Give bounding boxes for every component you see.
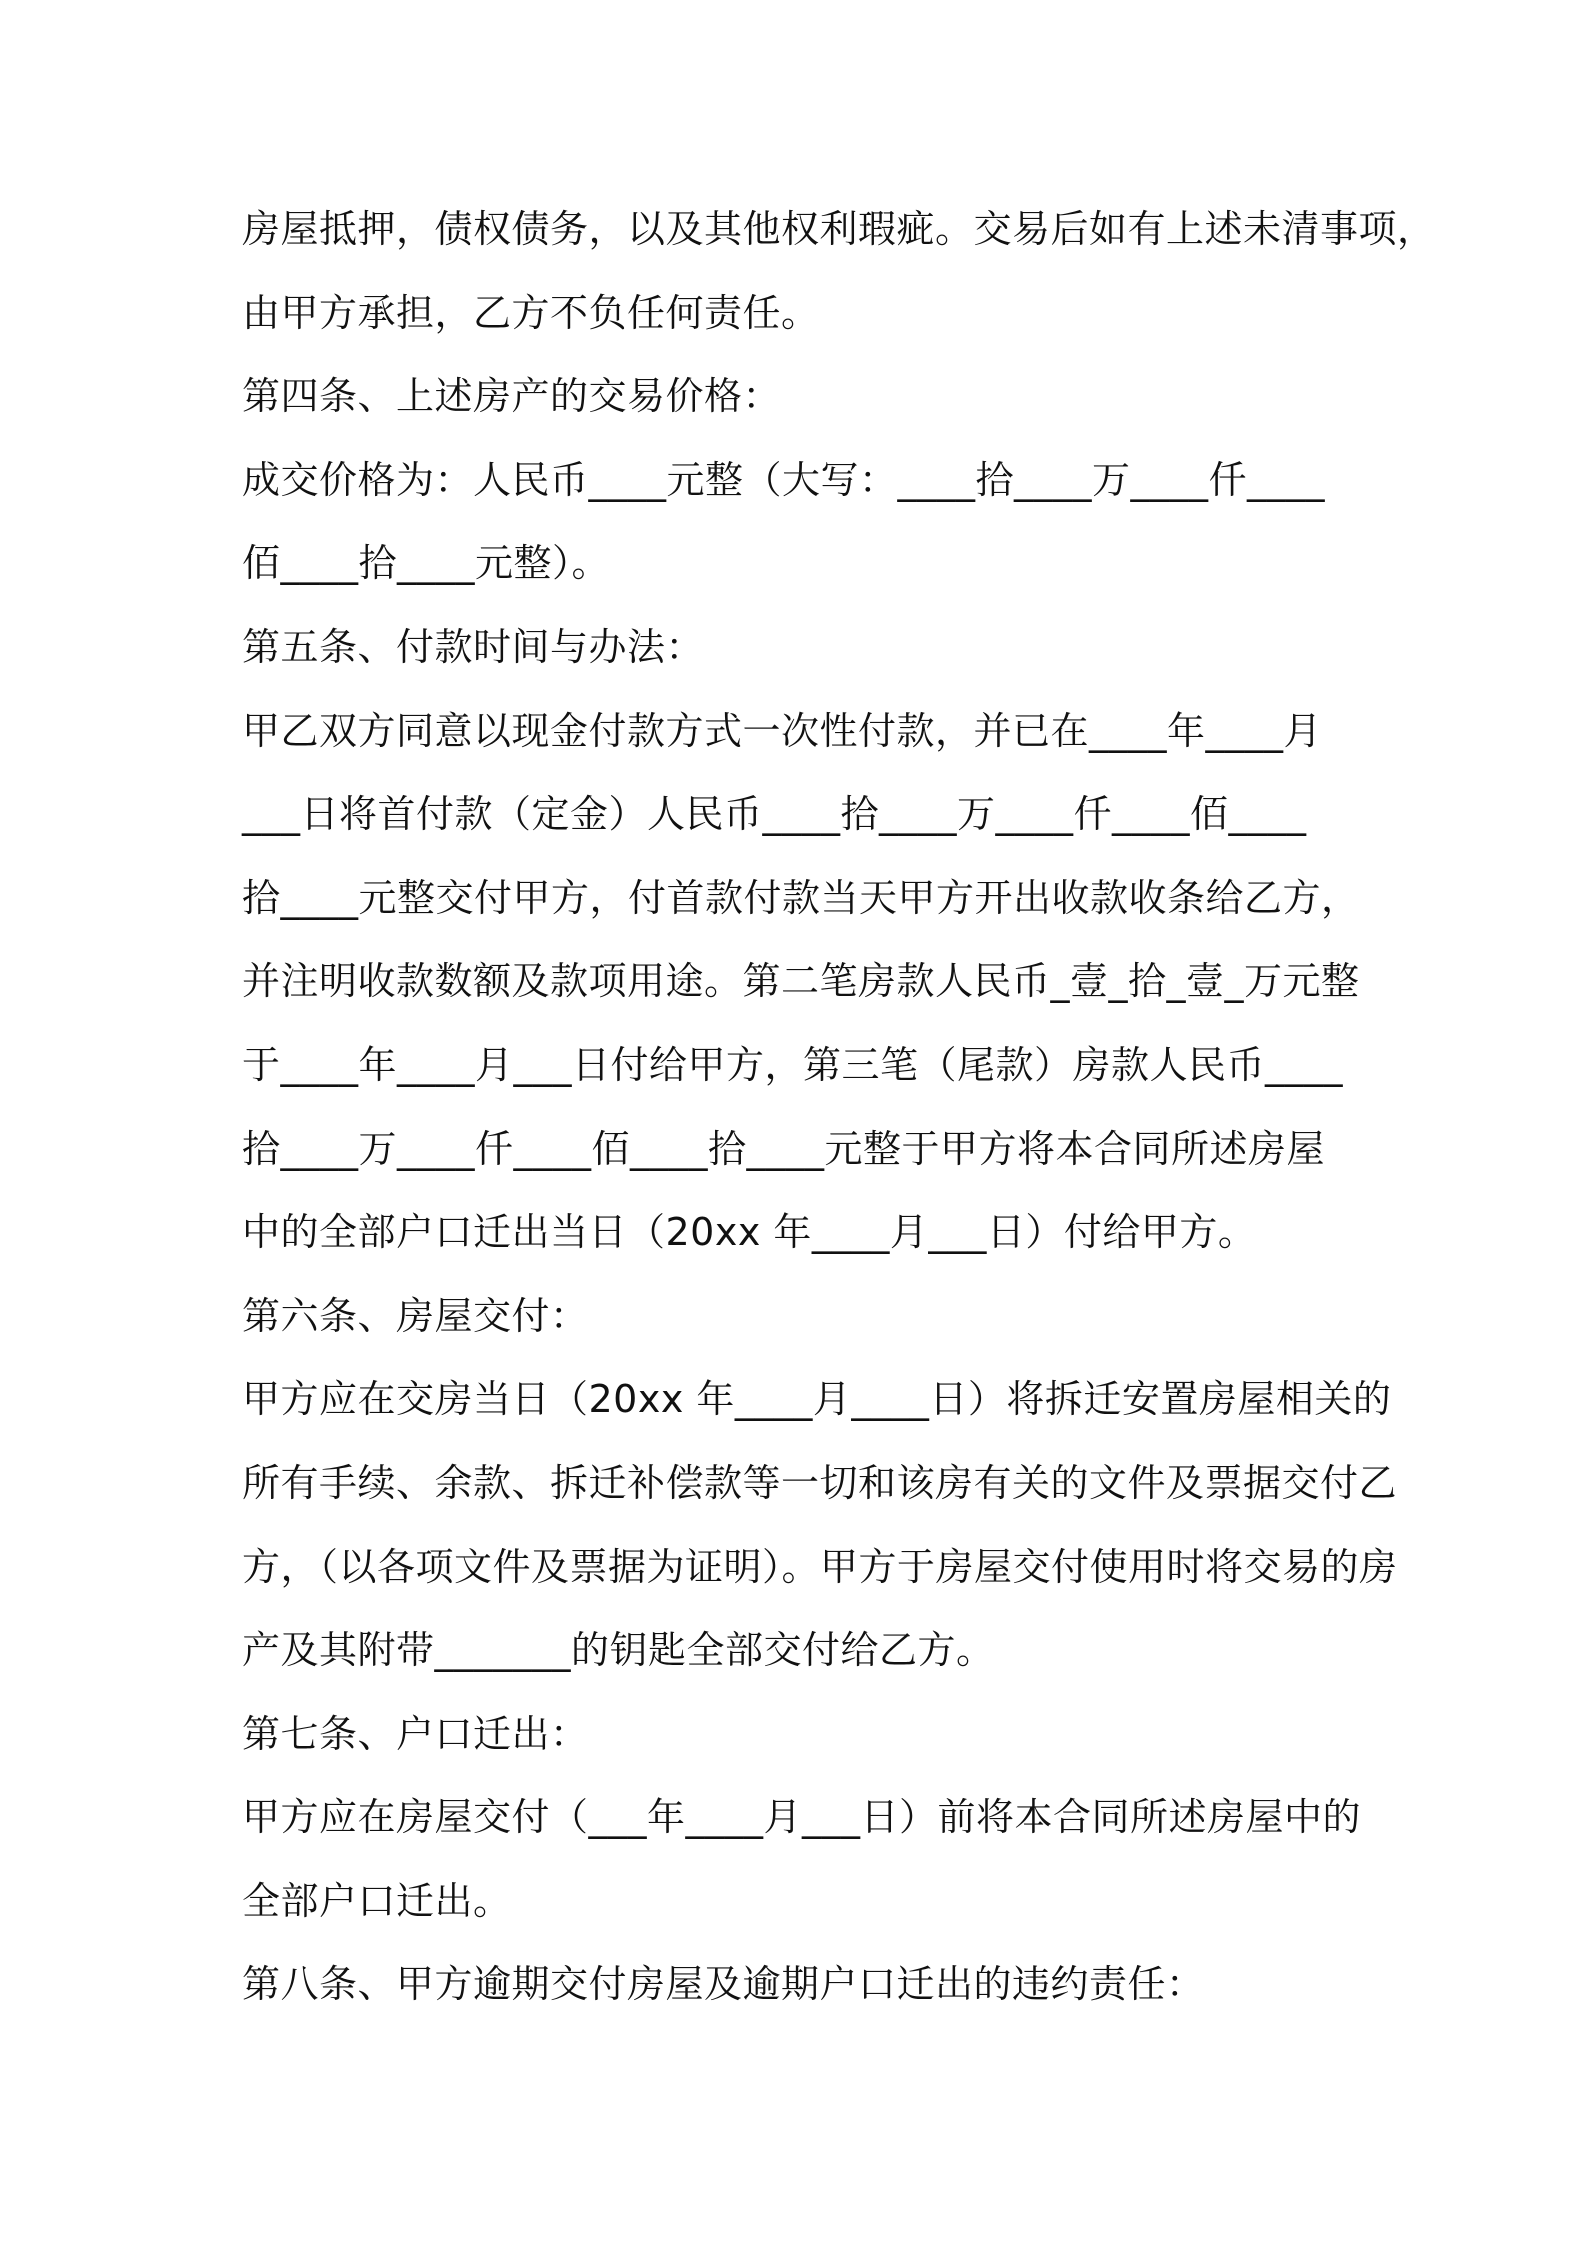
text-line: 由甲方承担，乙方不负任何责任。 [242, 290, 820, 335]
text-line: 拾____元整交付甲方，付首款付款当天甲方开出收款收条给乙方， [242, 875, 1360, 920]
text-line: 拾____万____仟____佰____拾____元整于甲方将本合同所述房屋 [242, 1126, 1326, 1171]
article-8-heading: 第八条、甲方逾期交付房屋及逾期户口迁出的违约责任： [242, 1962, 1205, 2007]
article-5-heading: 第五条、付款时间与办法： [242, 624, 705, 669]
text-line: ___日将首付款（定金）人民币____拾____万____仟____佰____ [242, 792, 1307, 837]
text-line: 产及其附带_______的钥匙全部交付给乙方。 [242, 1628, 995, 1673]
article-7-heading: 第七条、户口迁出： [242, 1711, 589, 1756]
article-6-heading: 第六条、房屋交付： [242, 1293, 589, 1338]
text-line: 甲乙双方同意以现金付款方式一次性付款，并已在____年____月 [242, 708, 1323, 753]
text-line: 于____年____月___日付给甲方，第三笔（尾款）房款人民币____ [242, 1042, 1344, 1087]
text-line: 甲方应在房屋交付（___年____月___日）前将本合同所述房屋中的 [242, 1795, 1362, 1840]
text-line: 并注明收款数额及款项用途。第二笔房款人民币_壹_拾_壹_万元整 [242, 959, 1360, 1004]
text-line: 成交价格为：人民币____元整（大写：____拾____万____仟____ [242, 457, 1326, 502]
text-line: 所有手续、余款、拆迁补偿款等一切和该房有关的文件及票据交付乙 [242, 1460, 1398, 1505]
text-line: 全部户口迁出。 [242, 1878, 512, 1923]
text-line: 方，（以各项文件及票据为证明）。甲方于房屋交付使用时将交易的房 [242, 1544, 1398, 1589]
article-4-heading: 第四条、上述房产的交易价格： [242, 374, 782, 419]
text-line: 佰____拾____元整）。 [242, 541, 611, 586]
text-line: 甲方应在交房当日（20xx 年____月____日）将拆迁安置房屋相关的 [242, 1377, 1392, 1422]
document-body [242, 188, 1436, 2027]
text-line: 中的全部户口迁出当日（20xx 年____月___日）付给甲方。 [242, 1210, 1257, 1255]
text-line: 房屋抵押，债权债务，以及其他权利瑕疵。交易后如有上述未清事项， [242, 207, 1436, 251]
